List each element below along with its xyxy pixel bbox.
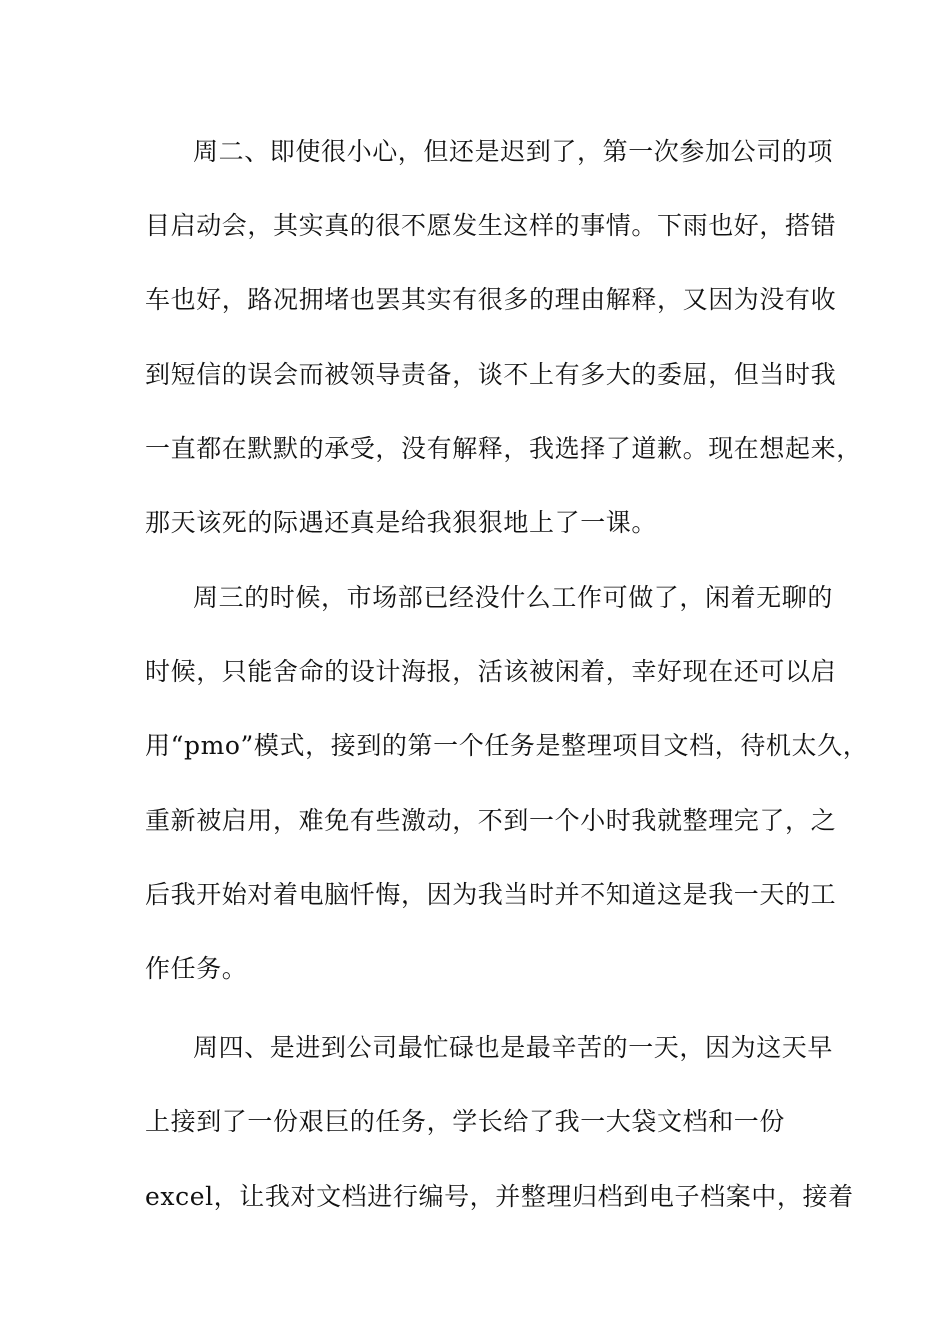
paragraph-line: 周三的时候，市场部已经没什么工作可做了，闲着无聊的	[193, 583, 834, 612]
paragraph-line: 重新被启用，难免有些激动，不到一个小时我就整理完了，之	[145, 806, 837, 835]
paragraph-line: 到短信的误会而被领导责备，谈不上有多大的委屈，但当时我	[145, 360, 837, 389]
paragraph-line: 目启动会，其实真的很不愿发生这样的事情。下雨也好，搭错	[145, 211, 837, 240]
paragraph-line: 作任务。	[145, 954, 248, 983]
paragraph-line: 上接到了一份艰巨的任务，学长给了我一大袋文档和一份	[145, 1107, 786, 1136]
paragraph-line: 周四、是进到公司最忙碌也是最辛苦的一天，因为这天早	[193, 1033, 834, 1062]
paragraph-line: 后我开始对着电脑忏悔，因为我当时并不知道这是我一天的工	[145, 880, 837, 909]
paragraph-line: excel，让我对文档进行编号，并整理归档到电子档案中，接着	[145, 1182, 854, 1211]
paragraph-line: 一直都在默默的承受，没有解释，我选择了道歉。现在想起来，	[145, 434, 862, 463]
paragraph-line: 车也好，路况拥堵也罢其实有很多的理由解释，又因为没有收	[145, 285, 837, 314]
paragraph-line: 用“pmo”模式，接到的第一个任务是整理项目文档，待机太久，	[145, 731, 869, 760]
paragraph-line: 时候，只能舍命的设计海报，活该被闲着，幸好现在还可以启	[145, 657, 837, 686]
paragraph-line: 那天该死的际遇还真是给我狠狠地上了一课。	[145, 508, 658, 537]
paragraph-line: 周二、即使很小心，但还是迟到了，第一次参加公司的项	[193, 137, 834, 166]
